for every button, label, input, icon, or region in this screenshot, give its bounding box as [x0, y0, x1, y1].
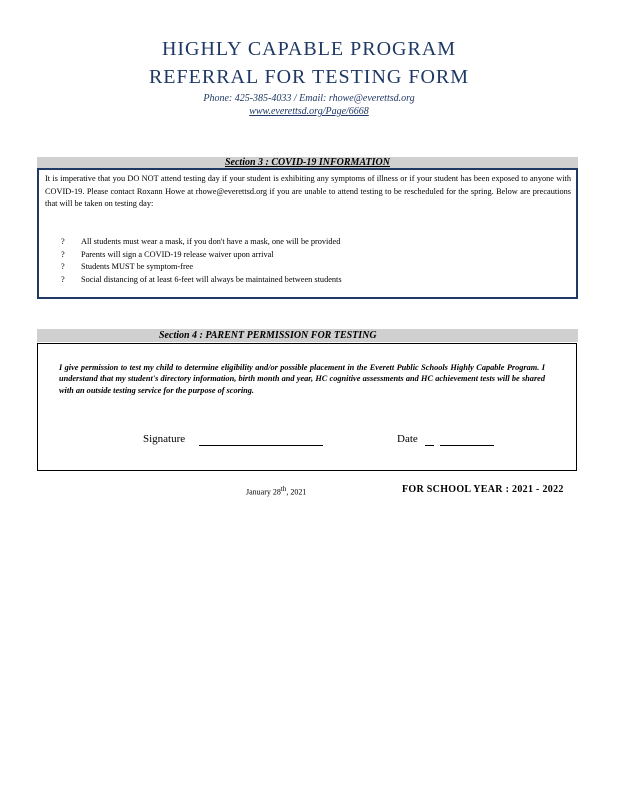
- signature-field[interactable]: [199, 445, 323, 446]
- list-item: [61, 236, 342, 249]
- section4-heading-bar: [37, 329, 578, 342]
- contact-info: Phone: 425-385-4033 / Email: rhowe@everettsd.org: [203, 93, 415, 104]
- bullet-glyph: ?: [61, 274, 65, 284]
- date-field-short[interactable]: [425, 445, 434, 446]
- form-date-year: , 2021: [286, 487, 307, 497]
- section4-heading: Section 4 : PARENT PERMISSION FOR TESTING: [159, 330, 377, 341]
- bullet-glyph: ?: [61, 249, 65, 259]
- signature-label: Signature: [143, 433, 186, 445]
- permission-statement: I give permission to test my child to determine eligibility and/or possible placement in the Everett Public Schools Highly Capable Program. I understand that my student's directory information, birth month and year, HC cognitive assessments and HC achievement tests will be shared with an outside testing service for the purpose of scoring.: [59, 363, 545, 395]
- bullet-glyph: ?: [61, 262, 65, 271]
- school-year: FOR SCHOOL YEAR : 2021 - 2022: [402, 484, 564, 495]
- form-title-line2: REFERRAL FOR TESTING FORM: [148, 66, 470, 88]
- form-date: [246, 485, 306, 497]
- section4-box: [37, 343, 577, 471]
- precautions-list: [61, 236, 342, 286]
- form-title-line1: HIGHLY CAPABLE PROGRAM: [161, 38, 457, 60]
- bullet-text: Students MUST be symptom-free: [81, 262, 194, 271]
- form-date-suffix: th: [280, 485, 287, 493]
- list-item: [61, 261, 342, 274]
- bullet-text: Social distancing of at least 6-feet will always be maintained between students: [81, 274, 342, 284]
- list-item: [61, 274, 342, 287]
- date-field[interactable]: [440, 445, 494, 446]
- bullet-glyph: ?: [61, 237, 65, 246]
- program-url-link[interactable]: www.everettsd.org/Page/6668: [249, 106, 369, 117]
- bullet-text: Parents will sign a COVID-19 release waiver upon arrival: [81, 249, 274, 259]
- section3-box: [37, 168, 578, 299]
- program-url[interactable]: [0, 106, 618, 117]
- list-item: [61, 249, 342, 262]
- bullet-text: All students must wear a mask, if you don't have a mask, one will be provided: [81, 237, 341, 246]
- covid-paragraph: It is imperative that you DO NOT attend testing day if your student is exhibiting any symptoms of illness or if your student has been exposed to anyone with COVID-19. Please contact Roxann Howe at rhowe@everettsd.org if you are unable to attend testing to be rescheduled for the spring. Below are precautions that will be taken on testing day:: [45, 174, 571, 208]
- section3-heading: Section 3 : COVID-19 INFORMATION: [224, 157, 391, 168]
- date-label: Date: [397, 433, 418, 445]
- form-date-month-day: January 28: [246, 487, 281, 497]
